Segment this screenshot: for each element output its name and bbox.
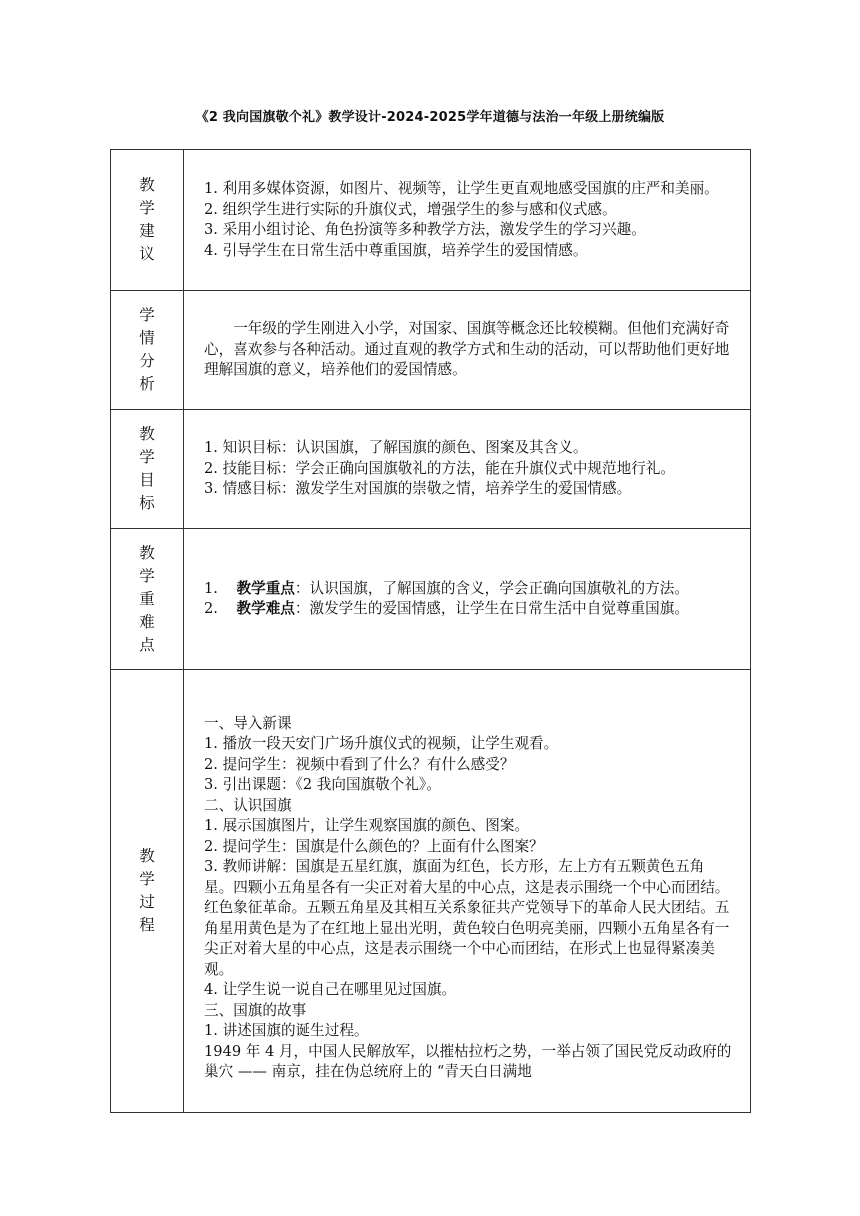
paragraph: 1949 年 4 月，中国人民解放军，以摧枯拉朽之势，一举占领了国民党反动政府的巢穴 —— 南京，挂在伪总统府上的 “青天白日满地 xyxy=(204,1042,732,1080)
list-item: 2. 提问学生：视频中看到了什么？有什么感受？ xyxy=(204,755,515,773)
list-item: 1. 讲述国旗的诞生过程。 xyxy=(204,1022,369,1039)
table-row-objectives xyxy=(111,410,751,529)
document-title: 《2 我向国旗敬个礼》教学设计-2024-2025学年道德与法治一年级上册统编版 xyxy=(195,110,665,125)
list-item: 1. 播放一段天安门广场升旗仪式的视频，让学生观看。 xyxy=(204,735,559,752)
row-content-suggestions xyxy=(184,150,751,291)
row-content-objectives xyxy=(184,410,751,529)
list-item: 2. 提问学生：国旗是什么颜色的？上面有什么图案？ xyxy=(204,837,544,855)
paragraph: 一年级的学生刚进入小学，对国家、国旗等概念还比较模糊。但他们充满好奇心，喜欢参与各种活动。通过直观的教学方式和生动的活动，可以帮助他们更好地理解国旗的意义，培养他们的爱国情感。 xyxy=(204,320,730,379)
section-heading: 二、认识国旗 xyxy=(204,796,292,814)
section-heading: 三、国旗的故事 xyxy=(204,1001,307,1019)
list-item: 3. 教师讲解：国旗是五星红旗，旗面为红色，长方形，左上方有五颗黄色五角星。四颗小五角星各有一尖正对着大星的中心点，这是表示围绕一个中心而团结。红色象征革命。五颗五角星及其相互关系象征共产党领导下的革命人民大团结。五角星用黄色是为了在红地上显出光明，黄色较白色明亮美丽，四颗小五角星各有一尖正对着大星的中心点，这是表示围绕一个中心而团结，在形式上也显得紧凑美观。 xyxy=(204,858,730,978)
list-item: 1. 教学重点：认识国旗，了解国旗的含义，学会正确向国旗敬礼的方法。 xyxy=(204,579,689,597)
difficult-point-label: 教学难点 xyxy=(236,600,295,617)
list-item: 1. 展示国旗图片，让学生观察国旗的颜色、图案。 xyxy=(204,817,530,834)
row-label-suggestions: 教 学 建 议 xyxy=(111,150,184,291)
list-item: 2. 技能目标：学会正确向国旗敬礼的方法，能在升旗仪式中规范地行礼。 xyxy=(204,459,675,477)
table-row-student-analysis xyxy=(111,291,751,410)
list-item: 3. 情感目标：激发学生对国旗的崇敬之情，培养学生的爱国情感。 xyxy=(204,480,632,498)
list-item: 4. 引导学生在日常生活中尊重国旗，培养学生的爱国情感。 xyxy=(204,241,588,259)
list-item: 1. 知识目标：认识国旗，了解国旗的颜色、图案及其含义。 xyxy=(204,439,588,457)
lesson-plan-table xyxy=(110,149,751,1113)
row-content-process xyxy=(184,670,751,1113)
row-label-key-points: 教 学 重 难 点 xyxy=(111,529,184,670)
list-item: 4. 让学生说一说自己在哪里见过国旗。 xyxy=(204,981,457,998)
row-content-key-points xyxy=(184,529,751,670)
row-content-student-analysis xyxy=(184,291,751,410)
row-label-objectives: 教 学 目 标 xyxy=(111,410,184,529)
list-item: 1. 利用多媒体资源，如图片、视频等，让学生更直观地感受国旗的庄严和美丽。 xyxy=(204,180,719,197)
row-label-student-analysis: 学 情 分 析 xyxy=(111,291,184,410)
row-label-process: 教 学 过 程 xyxy=(111,670,184,1113)
section-heading: 一、导入新课 xyxy=(204,714,292,732)
list-item: 3. 引出课题：《2 我向国旗敬个礼》。 xyxy=(204,776,441,793)
table-row-suggestions xyxy=(111,150,751,291)
key-point-label: 教学重点 xyxy=(236,579,295,597)
table-row-process xyxy=(111,670,751,1113)
list-item: 3. 采用小组讨论、角色扮演等多种教学方法，激发学生的学习兴趣。 xyxy=(204,221,646,238)
list-item: 2. 教学难点：激发学生的爱国情感，让学生在日常生活中自觉尊重国旗。 xyxy=(204,600,689,617)
table-row-key-points xyxy=(111,529,751,670)
list-item: 2. 组织学生进行实际的升旗仪式，增强学生的参与感和仪式感。 xyxy=(204,200,617,218)
